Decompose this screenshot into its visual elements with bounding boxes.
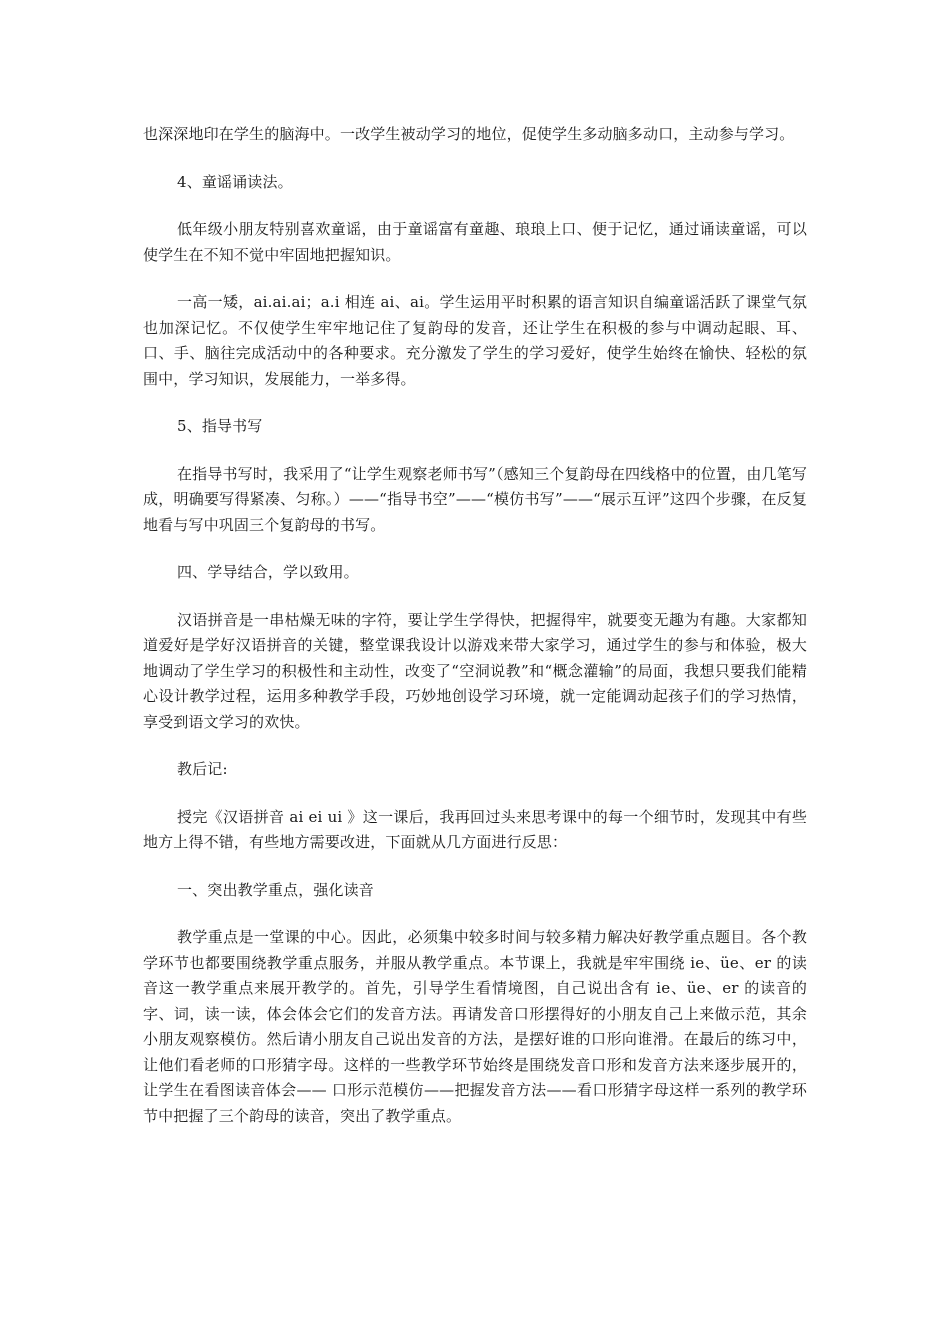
paragraph-continuation: 也深深地印在学生的脑海中。一改学生被动学习的地位，促使学生多动脑多动口，主动参与学习。 bbox=[143, 125, 795, 143]
section-heading-nursery-rhyme: 4、童谣诵读法。 bbox=[177, 172, 293, 191]
paragraph-nursery-rhyme-example: 一高一矮，ai.ai.ai；a.i 相连 ai、ai。学生运用平时积累的语言知识自编童谣活跃了课堂气氛也加深记忆。不仅使学生牢牢地记住了复韵母的发音，还让学生在积极的参与中调动起眼、耳、口、手、脑往完成活动中的各种要求。充分激发了学生的学习爱好，使学生始终在愉快、轻松的氛围中，学习知识，发展能力，一举多得。 bbox=[143, 293, 807, 388]
paragraph-key-points: 教学重点是一堂课的中心。因此，必须集中较多时间与较多精力解决好教学重点题目。各个教学环节也都要围绕教学重点服务，并服从教学重点。本节课上，我就是牢牢围绕 ie、üe、er 的读音这一教学重点来展开教学的。首先，引导学生看情境图，自己说出含有 ie、üe、er 的读音的字、词，读一读，体会体会它们的发音方法。再请发音口形摆得好的小朋友自己上来做示范，其余小朋友观察模仿。然后请小朋友自己说出发音的方法，是摆好谁的口形向谁滑。在最后的练习中，让他们看老师的口形猜字母。这样的一些教学环节始终是围绕发音口形和发音方法来逐步展开的，让学生在看图读音体会—— 口形示范模仿——把握发音方法——看口形猜字母这样一系列的教学环节中把握了三个韵母的读音，突出了教学重点。 bbox=[143, 928, 807, 1125]
paragraph-pinyin-interest: 汉语拼音是一串枯燥无味的字符，要让学生学得快，把握得牢，就要变无趣为有趣。大家都知道爱好是学好汉语拼音的关键，整堂课我设计以游戏来带大家学习，通过学生的参与和体验，极大地调动了学生学习的积极性和主动性，改变了“空洞说教”和“概念灌输”的局面，我想只要我们能精心设计教学过程，运用多种教学手段，巧妙地创设学习环境，就一定能调动起孩子们的学习热情，享受到语文学习的欢快。 bbox=[143, 610, 807, 731]
section-heading-learning-guidance: 四、学导结合，学以致用。 bbox=[177, 563, 359, 581]
section-heading-reflection: 教后记: bbox=[177, 760, 228, 778]
document-page bbox=[143, 122, 807, 1151]
paragraph-writing-guidance: 在指导书写时，我采用了“让学生观察老师书写”（感知三个复韵母在四线格中的位置，由几笔写成，明确要写得紧凑、匀称。）——“指导书空”——“模仿书写”——“展示互评”这四个步骤，在反复地看与写中巩固三个复韵母的书写。 bbox=[143, 464, 807, 534]
paragraph-nursery-rhyme-intro: 低年级小朋友特别喜欢童谣，由于童谣富有童趣、琅琅上口、便于记忆，通过诵读童谣，可以使学生在不知不觉中牢固地把握知识。 bbox=[143, 220, 807, 264]
paragraph-reflection-intro: 授完《汉语拼音 ai ei ui 》这一课后，我再回过头来思考课中的每一个细节时，发现其中有些地方上得不错，有些地方需要改进，下面就从几方面进行反思： bbox=[143, 807, 807, 851]
section-heading-key-points: 一、突出教学重点，强化读音 bbox=[177, 880, 374, 899]
section-heading-writing-guidance: 5、指导书写 bbox=[177, 417, 263, 435]
